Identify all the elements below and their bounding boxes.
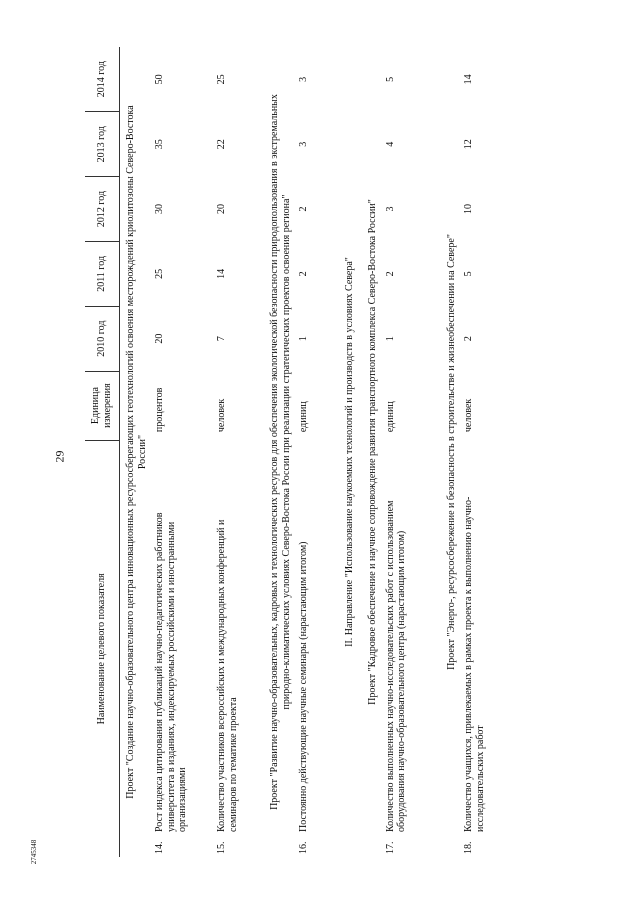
indicator-text: Количество учащихся, привлекаемых в рамках проекта к выполнению научно-исследовательских работ bbox=[463, 496, 486, 832]
value-2012: 20 bbox=[216, 204, 228, 215]
header-year-2011: 2011 год bbox=[85, 241, 120, 306]
value-2012: 3 bbox=[384, 206, 396, 212]
indicator-name bbox=[296, 440, 336, 857]
page-number: 29 bbox=[52, 450, 67, 463]
indicator-unit: человек bbox=[463, 398, 475, 433]
value-2010: 20 bbox=[154, 333, 166, 344]
table-header-row bbox=[85, 47, 120, 857]
table-row bbox=[383, 47, 441, 857]
table-row bbox=[152, 47, 214, 857]
value-2011: 14 bbox=[216, 268, 228, 279]
project-heading-row bbox=[441, 47, 462, 857]
value-2013: 12 bbox=[463, 139, 475, 150]
project-heading-row bbox=[120, 47, 153, 857]
indicator-number: 14. bbox=[154, 841, 166, 854]
direction-heading-row bbox=[336, 47, 362, 857]
value-2014: 25 bbox=[216, 74, 228, 85]
indicator-unit: процентов bbox=[154, 387, 166, 433]
rotated-table-container bbox=[85, 47, 615, 857]
header-year-2012: 2012 год bbox=[85, 177, 120, 242]
value-2010: 1 bbox=[384, 336, 396, 342]
direction-heading: II. Направление "Использование наукоемких технологий и производств в условиях Севера" bbox=[344, 257, 356, 647]
indicator-name bbox=[152, 440, 214, 857]
value-2014: 14 bbox=[463, 74, 475, 85]
indicator-name bbox=[214, 440, 264, 857]
indicator-number: 15. bbox=[216, 841, 228, 854]
header-year-2014: 2014 год bbox=[85, 47, 120, 112]
header-year-2010: 2010 год bbox=[85, 306, 120, 371]
indicator-name bbox=[383, 440, 441, 857]
value-2013: 35 bbox=[154, 139, 166, 150]
value-2012: 30 bbox=[154, 204, 166, 215]
indicator-number: 17. bbox=[384, 841, 396, 854]
project-heading: Проект "Энерго-, ресурсосбережение и безопасность в строительстве и жизнеобеспечении на Севере" bbox=[445, 234, 457, 670]
indicator-unit: единиц bbox=[384, 401, 396, 433]
indicator-number: 16. bbox=[298, 841, 310, 854]
indicator-text: Постоянно действующие научные семинары (нарастающим итогом) bbox=[298, 541, 310, 832]
indicator-text: Количество участников всероссийских и международных конференций и семинаров по тематике проекта bbox=[216, 519, 239, 832]
value-2013: 22 bbox=[216, 139, 228, 150]
value-2012: 2 bbox=[298, 206, 310, 212]
header-unit: Единица измерения bbox=[85, 371, 120, 440]
table-row bbox=[214, 47, 264, 857]
value-2011: 2 bbox=[298, 271, 310, 277]
value-2010: 7 bbox=[216, 336, 228, 342]
value-2013: 4 bbox=[384, 141, 396, 147]
value-2011: 25 bbox=[154, 268, 166, 279]
document-code: 2745348 bbox=[30, 839, 38, 865]
indicator-text: Количество выполненных научно-исследовательских работ с использованием оборудования научно-образовательного центра (нарастающим итогом) bbox=[384, 500, 408, 832]
value-2014: 3 bbox=[298, 76, 310, 82]
value-2014: 5 bbox=[384, 76, 396, 82]
project-heading: Проект "Развитие научно-образовательных, кадровых и технологических ресурсов для обеспечения экологической безопасности природопользования в экстремальных природно-климатических условиях Северо-Востока России при реализации стратегических проектов освоения региона" bbox=[269, 94, 292, 810]
value-2012: 10 bbox=[463, 204, 475, 215]
project-heading: Проект "Создание научно-образовательного центра инновационных ресурсосберегающих геотехнологий освоения месторождений криолитозоны Северо-Востока России" bbox=[125, 105, 148, 799]
value-2010: 1 bbox=[298, 336, 310, 342]
table-row bbox=[296, 47, 336, 857]
header-name: Наименование целевого показателя bbox=[85, 440, 120, 857]
value-2014: 50 bbox=[154, 74, 166, 85]
target-indicators-table bbox=[85, 47, 505, 857]
project-heading-row bbox=[264, 47, 296, 857]
value-2010: 2 bbox=[463, 336, 475, 342]
indicator-unit: единиц bbox=[298, 401, 310, 433]
indicator-name bbox=[461, 440, 505, 857]
indicator-unit: человек bbox=[216, 398, 228, 433]
header-year-2013: 2013 год bbox=[85, 112, 120, 177]
value-2011: 2 bbox=[384, 271, 396, 277]
project-heading-row bbox=[362, 47, 383, 857]
indicator-text: Рост индекса цитирования публикаций научно-педагогических работников университета в изданиях, индексируемых российскими и иностранными организациями bbox=[154, 512, 189, 832]
table-row bbox=[461, 47, 505, 857]
value-2011: 5 bbox=[463, 271, 475, 277]
indicator-number: 18. bbox=[463, 841, 475, 854]
project-heading: Проект "Кадровое обеспечение и научное сопровождение развития транспортного комплекса Северо-Востока России" bbox=[366, 199, 378, 705]
value-2013: 3 bbox=[298, 141, 310, 147]
